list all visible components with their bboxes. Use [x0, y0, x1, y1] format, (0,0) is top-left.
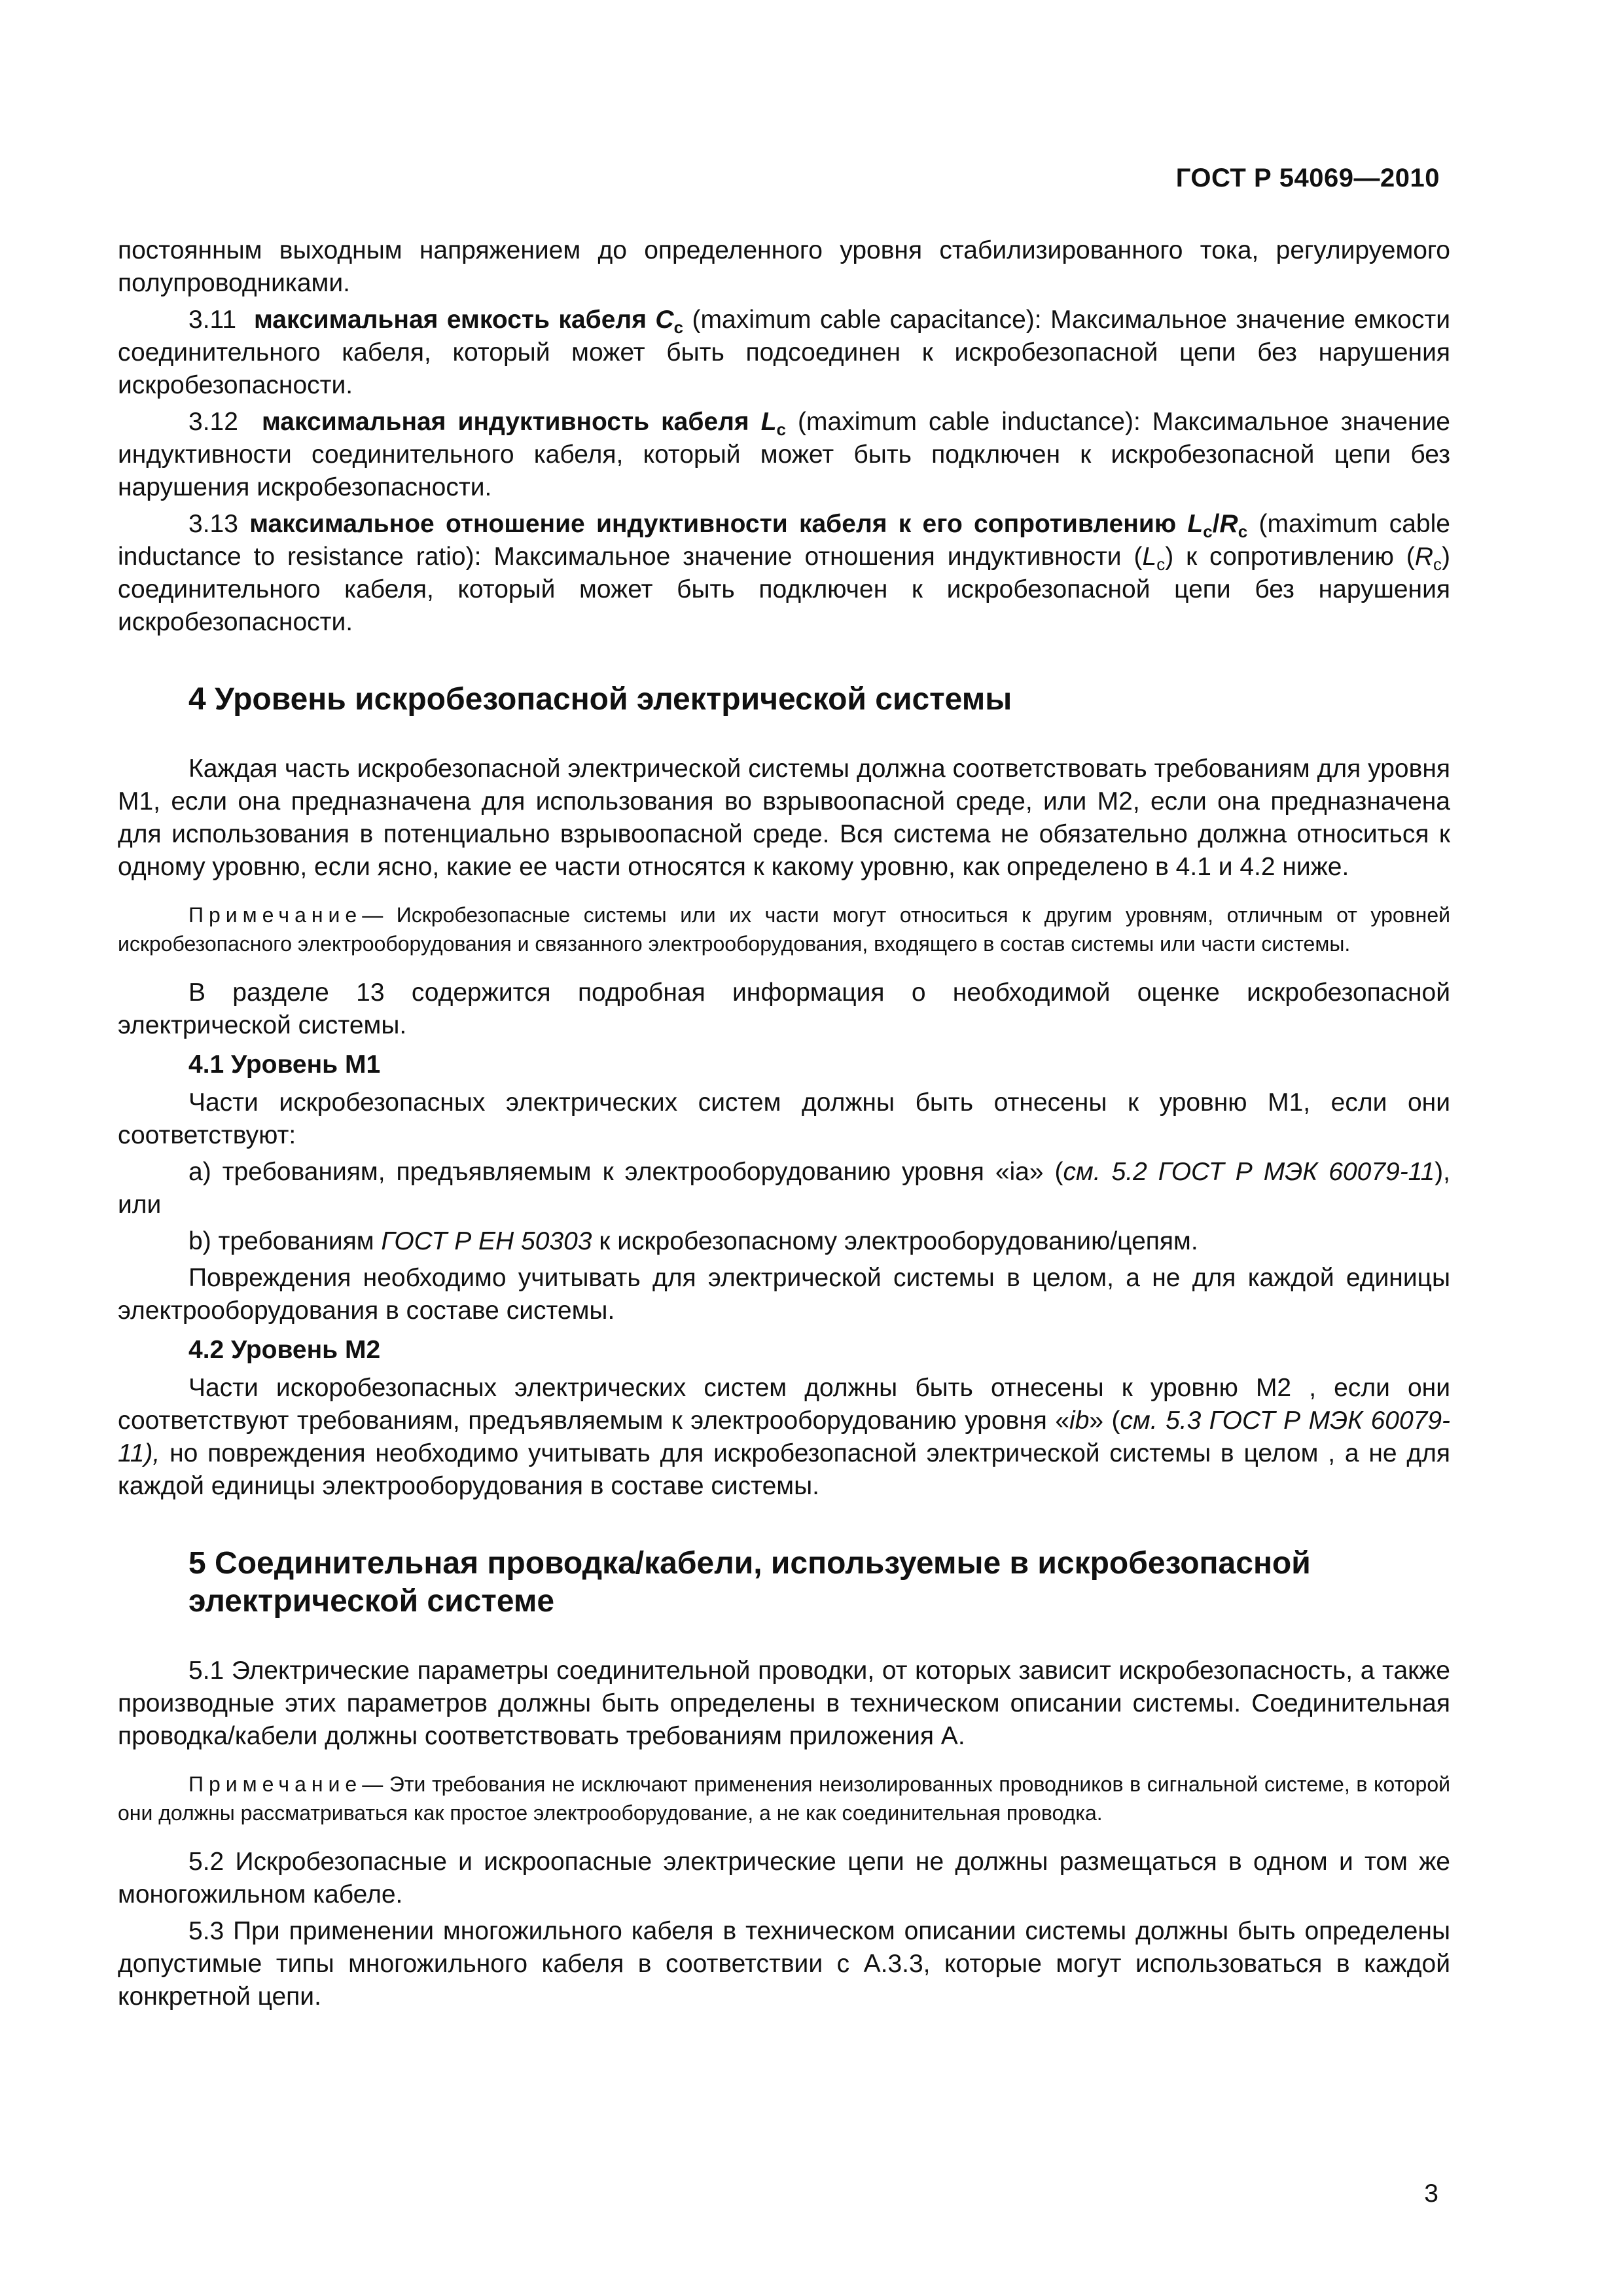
note-text: — Искробезопасные системы или их части могут относиться к другим уровням, отличным от уровней искробезопасного электрооборудования и связанного электрооборудования, входящего в состав системы или части системы.	[118, 903, 1450, 956]
inline-symbol-r-subscript: c	[1433, 554, 1442, 574]
definition-term: максимальная индуктивность кабеля	[261, 408, 749, 436]
section-4-paragraph-2: В разделе 13 содержится подробная информация о необходимой оценке искробезопасной электрической системы.	[118, 978, 1450, 1039]
continuation-paragraph: постоянным выходным напряжением до определенного уровня стабилизированного тока, регулируемого полупроводниками.	[118, 236, 1450, 297]
subsection-4-1-paragraph-2: Повреждения необходимо учитывать для электрической системы в целом, а не для каждой единицы электрооборудования в составе системы.	[118, 1264, 1450, 1325]
list-item-b-text: b) требованиям	[188, 1227, 382, 1255]
note-label: Примечание	[188, 903, 363, 927]
subsection-4-2-title: 4.2 Уровень М2	[188, 1336, 381, 1364]
ratio-symbol-r-subscript: c	[1238, 522, 1248, 541]
section-5-title: 5 Соединительная проводка/кабели, используемые в искробезопасной электрической системе	[188, 1546, 1311, 1619]
ratio-slash: /	[1212, 510, 1220, 538]
list-item-a-tail: ), или	[118, 1158, 1450, 1219]
definition-number: 3.12	[188, 408, 238, 436]
definition-text-part-b: ) к сопротивлению (	[1165, 543, 1415, 571]
inline-symbol-l-subscript: c	[1156, 554, 1166, 574]
list-item-b-reference: ГОСТ Р ЕН 50303	[381, 1227, 592, 1255]
definition-symbol: C	[655, 306, 674, 334]
subsection-4-2-text-mid: » (	[1089, 1407, 1120, 1435]
definition-term: максимальное отношение индуктивности кабеля к его сопротивлению	[249, 510, 1177, 538]
inline-symbol-l: L	[1142, 543, 1157, 571]
inline-symbol-r: R	[1414, 543, 1433, 571]
definition-number: 3.13	[188, 510, 238, 538]
definition-text-part-a: (maximum cable inductance to resistance ratio): Максимальное значение отношения индуктивности (	[118, 510, 1450, 571]
definition-text: (maximum cable capacitance): Максимальное значение емкости соединительного кабеля, который может быть подсоединен к искробезопасной цепи без нарушения искробезопасности.	[118, 306, 1451, 399]
definition-symbol: L	[760, 408, 777, 436]
section-4-note	[118, 901, 1450, 958]
section-4-paragraph-1: Каждая часть искробезопасной электрической системы должна соответствовать требованиям для уровня М1, если она предназначена для использования во взрывоопасной среде, или М2, если она предназначена для использования в потенциально взрывоопасной среде. Вся система не обязательно должна относиться к одному уровню, если ясно, какие ее части относятся к какому уровню, как определено в 4.1 и 4.2 ниже.	[118, 755, 1450, 881]
page-number: 3	[1424, 2179, 1438, 2208]
level-ib: ib	[1069, 1407, 1090, 1435]
section-5-paragraph-2: 5.2 Искробезопасные и искроопасные электрические цепи не должны размещаться в одном и том же моногожильном кабеле.	[118, 1848, 1450, 1909]
subsection-4-2-text-tail: но повреждения необходимо учитывать для искробезопасной электрической системы в целом , а не для каждой единицы электрооборудования в составе системы.	[118, 1439, 1450, 1500]
definition-text: (maximum cable inductance): Максимальное значение индуктивности соединительного кабеля, который может быть подключен к искробезопасной цепи без нарушения искробезопасности.	[118, 408, 1450, 501]
ratio-symbol-l-subscript: c	[1203, 522, 1213, 541]
list-item-a	[118, 1156, 1450, 1221]
subsection-4-2-text: Части искоробезопасных электрических систем должны быть отнесены к уровню М2 , если они соответствуют требованиям, предъявляемым к электрооборудованию уровня «	[118, 1374, 1450, 1435]
subsection-4-2-reference: см. 5.3 ГОСТ Р МЭК 60079-11),	[118, 1407, 1451, 1467]
section-4-title: 4 Уровень искробезопасной электрической системы	[188, 682, 1012, 717]
definition-text-part-c: ) соединительного кабеля, который может быть подключен к искробезопасной цепи без нарушения искробезопасности.	[118, 543, 1450, 636]
definition-symbol-subscript: c	[673, 317, 684, 337]
section-5-paragraph-3: 5.3 При применении многожильного кабеля в техническом описании системы должны быть определены допустимые типы многожильного кабеля в соответствии с А.3.3, которые могут использоваться в каждой конкретной цепи.	[118, 1917, 1450, 2011]
ratio-symbol-l: L	[1187, 510, 1204, 538]
document-header-id: ГОСТ Р 54069—2010	[1175, 164, 1440, 192]
section-5-note	[118, 1770, 1450, 1827]
subsection-4-1-paragraph-1: Части искробезопасных электрических систем должны быть отнесены к уровню М1, если они соответствуют:	[118, 1088, 1450, 1149]
document-body	[118, 234, 1450, 2017]
list-item-b	[118, 1225, 1450, 1258]
subsection-4-1-title: 4.1 Уровень М1	[188, 1050, 381, 1079]
list-item-a-text: а) требованиям, предъявляемым к электрооборудованию уровня «ia» (	[188, 1158, 1063, 1186]
definition-3-12	[118, 406, 1450, 504]
definition-3-13	[118, 508, 1450, 639]
definition-number: 3.11	[188, 306, 237, 334]
subsection-4-2-paragraph	[118, 1372, 1450, 1503]
definition-term: максимальная емкость кабеля	[253, 306, 647, 334]
note-label: Примечание	[188, 1772, 363, 1796]
definition-3-11	[118, 304, 1450, 402]
list-item-a-reference: см. 5.2 ГОСТ Р МЭК 60079-11	[1063, 1158, 1435, 1186]
list-item-b-tail: к искробезопасному электрооборудованию/цепям.	[592, 1227, 1198, 1255]
note-text: — Эти требования не исключают применения неизолированных проводников в сигнальной системе, в которой они должны рассматриваться как простое электрооборудование, а не как соединительная проводка.	[118, 1772, 1450, 1825]
definition-symbol-subscript: c	[776, 420, 786, 439]
section-5-paragraph-1: 5.1 Электрические параметры соединительной проводки, от которых зависит искробезопасность, а также производные этих параметров должны быть определены в техническом описании системы. Соединительная проводка/кабели должны соответствовать требованиям приложения А.	[118, 1657, 1450, 1750]
ratio-symbol-r: R	[1219, 510, 1238, 538]
